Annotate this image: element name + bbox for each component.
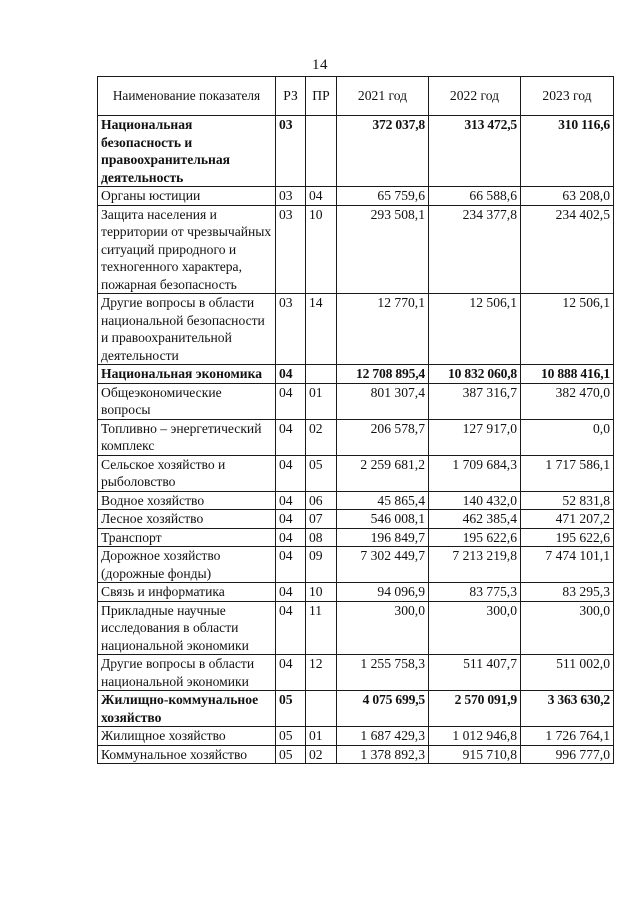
row-pr: 11: [306, 601, 337, 655]
row-value-2021: 300,0: [337, 601, 429, 655]
row-pr: 14: [306, 294, 337, 365]
row-value-2021: 7 302 449,7: [337, 547, 429, 583]
row-value-2023: 996 777,0: [521, 745, 614, 764]
row-rz: 05: [276, 727, 306, 746]
row-name: Национальная экономика: [98, 365, 276, 384]
table-row: [98, 455, 614, 491]
table-row: [98, 601, 614, 655]
row-name: Лесное хозяйство: [98, 510, 276, 529]
row-value-2023: 195 622,6: [521, 528, 614, 547]
row-value-2021: 546 008,1: [337, 510, 429, 529]
row-name: Дорожное хозяйство (дорожные фонды): [98, 547, 276, 583]
row-rz: 03: [276, 187, 306, 206]
row-value-2023: 471 207,2: [521, 510, 614, 529]
row-value-2021: 1 687 429,3: [337, 727, 429, 746]
row-value-2021: 372 037,8: [337, 116, 429, 187]
table-section-row: [98, 116, 614, 187]
table-section-row: [98, 365, 614, 384]
table-row: [98, 491, 614, 510]
row-name: Водное хозяйство: [98, 491, 276, 510]
header-2021: 2021 год: [337, 77, 429, 116]
row-name: Прикладные научные исследования в области национальной экономики: [98, 601, 276, 655]
row-rz: 04: [276, 547, 306, 583]
row-pr: 01: [306, 383, 337, 419]
row-value-2023: 382 470,0: [521, 383, 614, 419]
row-pr: 02: [306, 745, 337, 764]
row-value-2023: 12 506,1: [521, 294, 614, 365]
row-value-2021: 12 770,1: [337, 294, 429, 365]
row-name: Органы юстиции: [98, 187, 276, 206]
row-rz: 03: [276, 294, 306, 365]
row-pr: 04: [306, 187, 337, 206]
row-rz: 04: [276, 365, 306, 384]
row-rz: 04: [276, 601, 306, 655]
row-rz: 04: [276, 419, 306, 455]
row-name: Национальная безопасность и правоохранительная деятельность: [98, 116, 276, 187]
row-value-2022: 300,0: [429, 601, 521, 655]
table-row: [98, 655, 614, 691]
row-value-2023: 310 116,6: [521, 116, 614, 187]
row-value-2023: 83 295,3: [521, 583, 614, 602]
row-value-2021: 12 708 895,4: [337, 365, 429, 384]
row-value-2023: 300,0: [521, 601, 614, 655]
row-value-2023: 1 717 586,1: [521, 455, 614, 491]
row-value-2022: 127 917,0: [429, 419, 521, 455]
header-rz: РЗ: [276, 77, 306, 116]
table-row: [98, 727, 614, 746]
table-section-row: [98, 691, 614, 727]
row-value-2023: 3 363 630,2: [521, 691, 614, 727]
row-pr: 02: [306, 419, 337, 455]
row-value-2022: 313 472,5: [429, 116, 521, 187]
row-value-2021: 2 259 681,2: [337, 455, 429, 491]
row-rz: 04: [276, 383, 306, 419]
row-value-2022: 462 385,4: [429, 510, 521, 529]
row-value-2022: 140 432,0: [429, 491, 521, 510]
row-value-2021: 45 865,4: [337, 491, 429, 510]
row-value-2021: 293 508,1: [337, 205, 429, 294]
row-value-2023: 234 402,5: [521, 205, 614, 294]
header-2023: 2023 год: [521, 77, 614, 116]
budget-table: [97, 76, 614, 764]
table-row: [98, 528, 614, 547]
row-name: Сельское хозяйство и рыболовство: [98, 455, 276, 491]
row-value-2023: 0,0: [521, 419, 614, 455]
row-value-2022: 2 570 091,9: [429, 691, 521, 727]
row-value-2022: 10 832 060,8: [429, 365, 521, 384]
row-pr: 09: [306, 547, 337, 583]
row-rz: 04: [276, 528, 306, 547]
row-pr: 08: [306, 528, 337, 547]
row-value-2023: 52 831,8: [521, 491, 614, 510]
row-rz: 03: [276, 116, 306, 187]
row-pr: [306, 116, 337, 187]
table-row: [98, 583, 614, 602]
row-value-2023: 1 726 764,1: [521, 727, 614, 746]
row-value-2021: 4 075 699,5: [337, 691, 429, 727]
table-row: [98, 294, 614, 365]
row-pr: 07: [306, 510, 337, 529]
table-row: [98, 187, 614, 206]
row-value-2022: 66 588,6: [429, 187, 521, 206]
row-pr: 10: [306, 205, 337, 294]
row-name: Общеэкономические вопросы: [98, 383, 276, 419]
row-value-2021: 206 578,7: [337, 419, 429, 455]
row-value-2023: 63 208,0: [521, 187, 614, 206]
row-rz: 05: [276, 745, 306, 764]
row-rz: 04: [276, 583, 306, 602]
row-rz: 03: [276, 205, 306, 294]
row-name: Жилищно-коммунальное хозяйство: [98, 691, 276, 727]
row-pr: [306, 691, 337, 727]
table-row: [98, 419, 614, 455]
row-value-2022: 387 316,7: [429, 383, 521, 419]
row-value-2022: 234 377,8: [429, 205, 521, 294]
row-pr: [306, 365, 337, 384]
header-2022: 2022 год: [429, 77, 521, 116]
page-number: 14: [312, 57, 328, 73]
row-pr: 01: [306, 727, 337, 746]
row-pr: 05: [306, 455, 337, 491]
row-value-2021: 801 307,4: [337, 383, 429, 419]
row-value-2022: 915 710,8: [429, 745, 521, 764]
row-value-2023: 10 888 416,1: [521, 365, 614, 384]
row-value-2021: 1 255 758,3: [337, 655, 429, 691]
table-row: [98, 547, 614, 583]
row-rz: 04: [276, 510, 306, 529]
row-value-2023: 7 474 101,1: [521, 547, 614, 583]
row-name: Другие вопросы в области национальной экономики: [98, 655, 276, 691]
row-name: Связь и информатика: [98, 583, 276, 602]
table-row: [98, 383, 614, 419]
row-value-2021: 65 759,6: [337, 187, 429, 206]
table-row: [98, 745, 614, 764]
row-rz: 04: [276, 655, 306, 691]
row-value-2022: 511 407,7: [429, 655, 521, 691]
row-value-2022: 195 622,6: [429, 528, 521, 547]
table-header-row: [98, 77, 614, 116]
row-rz: 05: [276, 691, 306, 727]
table-row: [98, 510, 614, 529]
row-value-2022: 12 506,1: [429, 294, 521, 365]
row-name: Транспорт: [98, 528, 276, 547]
row-name: Другие вопросы в области национальной безопасности и правоохранительной деятельности: [98, 294, 276, 365]
row-rz: 04: [276, 455, 306, 491]
row-pr: 06: [306, 491, 337, 510]
table-row: [98, 205, 614, 294]
row-value-2023: 511 002,0: [521, 655, 614, 691]
header-pr: ПР: [306, 77, 337, 116]
row-value-2022: 7 213 219,8: [429, 547, 521, 583]
row-value-2021: 1 378 892,3: [337, 745, 429, 764]
row-rz: 04: [276, 491, 306, 510]
header-name: Наименование показателя: [98, 77, 276, 116]
table-body: [98, 116, 614, 764]
row-value-2022: 83 775,3: [429, 583, 521, 602]
row-value-2021: 196 849,7: [337, 528, 429, 547]
row-name: Коммунальное хозяйство: [98, 745, 276, 764]
row-value-2022: 1 012 946,8: [429, 727, 521, 746]
row-name: Топливно – энергетический комплекс: [98, 419, 276, 455]
row-value-2022: 1 709 684,3: [429, 455, 521, 491]
row-value-2021: 94 096,9: [337, 583, 429, 602]
row-name: Жилищное хозяйство: [98, 727, 276, 746]
row-pr: 12: [306, 655, 337, 691]
row-pr: 10: [306, 583, 337, 602]
row-name: Защита населения и территории от чрезвычайных ситуаций природного и техногенного характера, пожарная безопасность: [98, 205, 276, 294]
